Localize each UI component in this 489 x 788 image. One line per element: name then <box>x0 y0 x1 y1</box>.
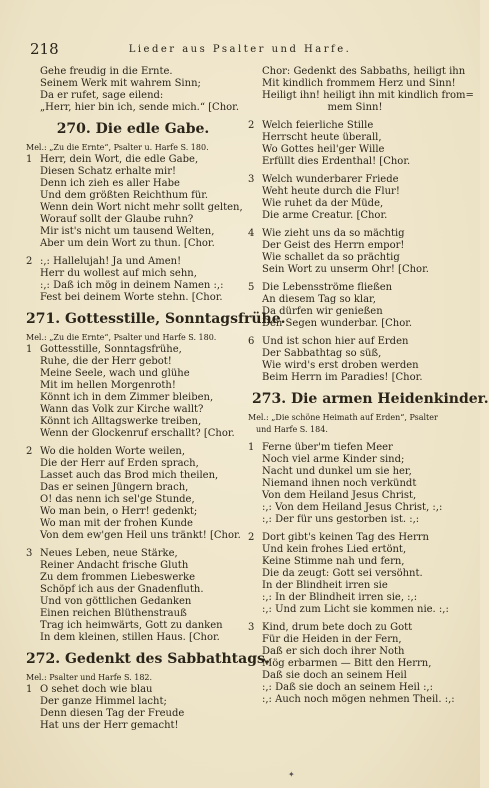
verse-number: 3 <box>248 622 255 633</box>
verse-line: Erfüllt dies Erdenthal! [Chor. <box>262 156 411 167</box>
verse-first-line <box>248 282 462 294</box>
verse-line: Trag ich heimwärts, Gott zu danken <box>40 620 223 631</box>
verse-first-line <box>248 120 462 132</box>
verse-line: Aber um dein Wort zu thun. [Chor. <box>40 238 215 249</box>
verse-line: :,: Daß sie doch an seinem Heil :,: <box>262 682 433 693</box>
verse-first-line <box>26 344 240 356</box>
verse-line: :,: Von dem Heiland Jesus Christ, :,: <box>262 502 443 513</box>
verse-line: Wo man bein, o Herr! gedenkt; <box>40 506 198 517</box>
verse-line: Und von göttlichen Gedanken <box>40 596 192 607</box>
verse-line: Da dürfen wir genießen <box>262 306 383 317</box>
verse-line: Mit im hellen Morgenroth! <box>40 380 176 391</box>
verse-line: Denn ich zieh es aller Habe <box>40 178 180 189</box>
verse-number: 2 <box>248 532 255 543</box>
verse-line: Da er rufet, sage eilend: <box>40 90 164 101</box>
melody-note: Mel.: „Zu die Ernte“, Psalter u. Harfe S. 180. <box>26 143 209 152</box>
verse-line: Nacht und dunkel um sie her, <box>262 466 412 477</box>
verse-text: Welch feierliche Stille <box>262 120 374 131</box>
verse-line: Und dem größten Reichthum für. <box>40 190 209 201</box>
verse-line: Sein Wort zu unserm Ohr! [Chor. <box>262 264 429 275</box>
verse-line: An diesem Tag so klar, <box>262 294 376 305</box>
verse-line: Zu dem frommen Liebeswerke <box>40 572 195 583</box>
left-column <box>26 66 286 732</box>
verse-text: Neues Leben, neue Stärke, <box>40 548 178 559</box>
verse-line: Für die Heiden in der Fern, <box>262 634 402 645</box>
verse-line: Wie wird's erst droben werden <box>262 360 419 371</box>
verse-text: Und ist schon hier auf Erden <box>262 336 409 347</box>
verse-text: Wo die holden Worte weilen, <box>40 446 186 457</box>
verse-line: Niemand ihnen noch verkündt <box>262 478 417 489</box>
verse-first-line <box>248 622 462 634</box>
verse-text: Gottesstille, Sonntagsfrühe, <box>40 344 182 355</box>
right-column <box>248 66 489 706</box>
verse-number: 3 <box>248 174 255 185</box>
hymn-title: 273. Die armen Heidenkinder. <box>252 391 489 407</box>
verse-line: Der ganze Himmel lacht; <box>40 696 167 707</box>
verse-number: 2 <box>248 120 255 131</box>
verse-line: Mir ist's nicht um tausend Welten, <box>40 226 215 237</box>
verse-number: 1 <box>248 442 255 453</box>
verse-line: Wann das Volk zur Kirche wallt? <box>40 404 204 415</box>
verse-line: Reiner Andacht frische Gluth <box>40 560 189 571</box>
verse-first-line <box>248 442 462 454</box>
verse-line: Schöpf ich aus der Gnadenfluth. <box>40 584 204 595</box>
verse-line: Denn diesen Tag der Freude <box>40 708 185 719</box>
verse-line: Wenn der Glockenruf erschallt? [Chor. <box>40 428 235 439</box>
verse-line: Die der Herr auf Erden sprach, <box>40 458 199 469</box>
verse-number: 4 <box>248 228 255 239</box>
verse-line: Worauf sollt der Glaube ruhn? <box>40 214 194 225</box>
verse-line: In der Blindheit irren sie <box>262 580 388 591</box>
verse-line: Fest bei deinem Worte stehn. [Chor. <box>40 292 223 303</box>
verse-text: Welch wunderbarer Friede <box>262 174 399 185</box>
verse-text: Wie zieht uns da so mächtig <box>262 228 405 239</box>
verse-line: Wie schallet da so prächtig <box>262 252 400 263</box>
verse-line: :,: Der für uns gestorben ist. :,: <box>262 514 420 525</box>
verse-line: Die arme Creatur. [Chor. <box>262 210 388 221</box>
verse-line: Mög erbarmen — Bitt den Herrn, <box>262 658 432 669</box>
verse-line: Ruhe, die der Herr gebot! <box>40 356 172 367</box>
verse-text: Dort gibt's keinen Tag des Herrn <box>262 532 429 543</box>
verse-line: :,: In der Blindheit irren sie, :,: <box>262 592 418 603</box>
verse-line: Daß sie doch an seinem Heil <box>262 670 407 681</box>
verse-first-line <box>26 548 240 560</box>
verse-line: Gehe freudig in die Ernte. <box>40 66 173 77</box>
hymn-title: 271. Gottesstille, Sonntagsfrühe. <box>26 311 286 327</box>
page-number: 218 <box>30 40 59 58</box>
verse-line: Noch viel arme Kinder sind; <box>262 454 405 465</box>
verse-first-line <box>26 446 240 458</box>
running-head: Lieder aus Psalter und Harfe. <box>128 44 352 55</box>
verse-number: 3 <box>26 548 33 559</box>
verse-line: Chor: Gedenkt des Sabbaths, heiligt ihn <box>262 66 466 77</box>
melody-note: Mel.: Psalter und Harfe S. 182. <box>26 673 153 682</box>
verse-line: Von dem ew'gen Heil uns tränkt! [Chor. <box>40 530 241 541</box>
verse-line: Daß er sich doch ihrer Noth <box>262 646 405 657</box>
verse-line: Herr du wollest auf mich sehn, <box>40 268 197 279</box>
verse-text: Kind, drum bete doch zu Gott <box>262 622 413 633</box>
verse-first-line <box>248 228 462 240</box>
verse-text: Herr, dein Wort, die edle Gabe, <box>40 154 199 165</box>
verse-line: Wie ruhet da der Müde, <box>262 198 384 209</box>
verse-text: Die Lebensströme fließen <box>262 282 393 293</box>
verse-text: :,: Hallelujah! Ja und Amen! <box>40 256 182 267</box>
verse-line: Der Sabbathtag so süß, <box>262 348 382 359</box>
hymn-title: 272. Gedenkt des Sabbathtags. <box>26 651 270 667</box>
verse-first-line <box>26 684 240 696</box>
verse-number: 2 <box>26 446 33 457</box>
verse-number: 5 <box>248 282 255 293</box>
verse-line: Einen reichen Blüthenstrauß <box>40 608 187 619</box>
verse-text: O sehet doch wie blau <box>40 684 153 695</box>
verse-text: Ferne über'm tiefen Meer <box>262 442 393 453</box>
melody-note: und Harfe S. 184. <box>256 425 328 434</box>
verse-number: 1 <box>26 344 33 355</box>
verse-line: Von dem Heiland Jesus Christ, <box>262 490 417 501</box>
verse-line: Herrscht heute überall, <box>262 132 382 143</box>
verse-first-line <box>248 532 462 544</box>
verse-number: 1 <box>26 684 33 695</box>
verse-line: mem Sinn! <box>327 102 383 113</box>
verse-line: Den Segen wunderbar. [Chor. <box>262 318 413 329</box>
verse-line: Heiligt ihn! heiligt ihn mit kindlich from= <box>262 90 474 101</box>
verse-line: O! das nenn ich sel'ge Stunde, <box>40 494 195 505</box>
verse-first-line <box>248 336 462 348</box>
melody-note: Mel.: „Zu die Ernte“, Psalter und Harfe S. 180. <box>26 333 217 342</box>
verse-line: Mit kindlich frommem Herz und Sinn! <box>262 78 456 89</box>
verse-line: Der Geist des Herrn empor! <box>262 240 405 251</box>
verse-line: Seinem Werk mit wahrem Sinn; <box>40 78 201 89</box>
verse-line: Diesen Schatz erhalte mir! <box>40 166 177 177</box>
verse-line: Hat uns der Herr gemacht! <box>40 720 179 731</box>
melody-note: Mel.: „Die schöne Heimath auf Erden“, Psalter <box>248 413 438 422</box>
ornament-mark: ✦ <box>288 770 295 779</box>
verse-line: :,: Daß ich mög in deinem Namen :,: <box>40 280 224 291</box>
verse-line: :,: Auch noch mögen nehmen Theil. :,: <box>262 694 455 705</box>
verse-line: Wo Gottes heil'ger Wille <box>262 144 385 155</box>
verse-line: Die da zeugt: Gott sei versöhnt. <box>262 568 423 579</box>
verse-line: Wo man mit der frohen Kunde <box>40 518 193 529</box>
verse-line: Beim Herrn im Paradies! [Chor. <box>262 372 423 383</box>
hymn-title: 270. Die edle Gabe. <box>56 121 210 137</box>
verse-number: 6 <box>248 336 255 347</box>
verse-first-line <box>26 154 240 166</box>
verse-number: 1 <box>26 154 33 165</box>
verse-first-line <box>26 256 240 268</box>
verse-line: Lasset auch das Brod mich theilen, <box>40 470 219 481</box>
verse-line: Weht heute durch die Flur! <box>262 186 400 197</box>
verse-line: „Herr, hier bin ich, sende mich.“ [Chor. <box>40 102 240 113</box>
verse-line: Das er seinen Jüngern brach, <box>40 482 189 493</box>
verse-line: Könnt ich Alltagswerke treiben, <box>40 416 202 427</box>
verse-line: Keine Stimme nah und fern, <box>262 556 405 567</box>
verse-number: 2 <box>26 256 33 267</box>
verse-line: Meine Seele, wach und glühe <box>40 368 190 379</box>
verse-line: Könnt ich in dem Zimmer bleiben, <box>40 392 214 403</box>
verse-first-line <box>248 174 462 186</box>
verse-line: Wenn dein Wort nicht mehr sollt gelten, <box>40 202 243 213</box>
verse-line: :,: Und zum Licht sie kommen nie. :,: <box>262 604 449 615</box>
verse-line: In dem kleinen, stillen Haus. [Chor. <box>40 632 220 643</box>
verse-line: Und kein frohes Lied ertönt, <box>262 544 407 555</box>
